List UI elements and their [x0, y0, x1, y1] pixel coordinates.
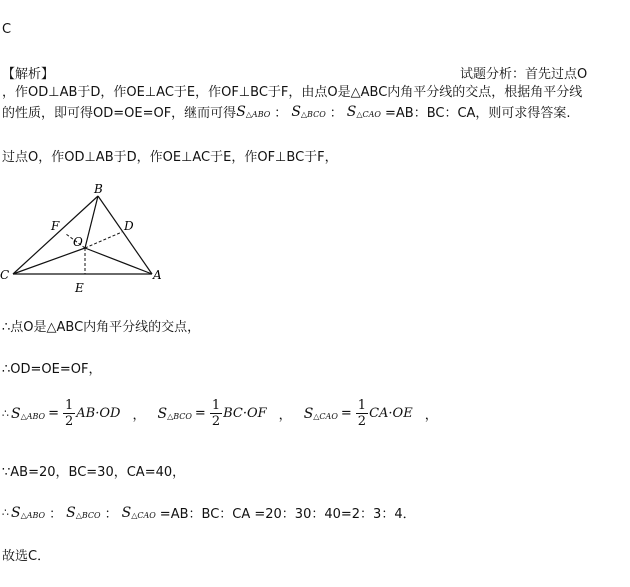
fraction-half [63, 398, 75, 429]
area-symbol: S [66, 504, 76, 521]
area-symbol: S [157, 405, 168, 422]
fraction-half [210, 398, 222, 429]
subscript-cao: △CAO [131, 511, 156, 520]
subscript-bco: △BCO [300, 110, 326, 119]
step-3-formulas [2, 398, 438, 429]
area-symbol: S [11, 504, 21, 521]
label-a: A [153, 268, 162, 282]
area-symbol: S [291, 103, 301, 120]
label-b: B [94, 182, 103, 196]
segment-ao [85, 248, 152, 274]
equals: = [48, 406, 60, 421]
formula-abo-terms: AB·OD [76, 406, 121, 421]
fraction-denominator: 2 [211, 414, 221, 429]
answer-text: C [2, 22, 12, 37]
equals: = [194, 406, 206, 421]
fraction-numerator: 1 [65, 398, 74, 413]
fraction-numerator: 1 [211, 398, 221, 413]
colon: ： [329, 106, 343, 121]
subscript-cao: △CAO [356, 110, 381, 119]
fraction-denominator: 2 [65, 414, 74, 429]
segment-od [85, 232, 122, 248]
label-f: F [51, 219, 60, 233]
ratio-result: =AB：BC：CA =20：30：40=2：3：4． [159, 507, 416, 522]
fraction-numerator: 1 [357, 398, 367, 413]
area-symbol: S [121, 504, 132, 521]
subscript-abo: △ABO [20, 511, 46, 520]
area-symbol: S [346, 103, 357, 120]
area-symbol: S [11, 405, 21, 422]
colon: ： [49, 507, 63, 522]
construction-text: 过点O，作OD⊥AB于D，作OE⊥AC于E，作OF⊥BC于F， [2, 150, 338, 165]
analysis-line-2 [2, 102, 571, 121]
subscript-abo: △ABO [20, 412, 46, 421]
subscript-abo: △ABO [245, 110, 271, 119]
label-e: E [75, 281, 84, 295]
fraction-half [356, 398, 368, 429]
equals: = [340, 406, 352, 421]
step-5-ratio [2, 503, 416, 522]
formula-bco-terms: BC·OF [223, 406, 267, 421]
comma: ， [424, 408, 438, 423]
side-ba [98, 196, 152, 274]
label-c: C [0, 268, 10, 282]
colon: ： [104, 507, 118, 522]
comma: ， [132, 408, 146, 423]
analysis-header: 【解析】 [2, 67, 55, 82]
subscript-bco: △BCO [75, 511, 101, 520]
area-symbol: S [236, 103, 246, 120]
formula-cao-terms: CA·OE [369, 406, 413, 421]
label-o: O [73, 235, 83, 249]
step-1: ∴点O是△ABC内角平分线的交点， [2, 320, 201, 335]
step-4: ∵AB=20，BC=30，CA=40， [2, 465, 186, 480]
segment-bo [85, 196, 98, 248]
area-symbol: S [303, 405, 314, 422]
analysis-line-1: ，作OD⊥AB于D，作OE⊥AC于E，作OF⊥BC于F，由点O是△ABC内角平分线的交点，根据角平分线 [2, 85, 583, 100]
analysis-intro: 试题分析：首先过点O [460, 67, 588, 82]
step-2: ∴OD=OE=OF， [2, 362, 102, 377]
subscript-cao: △CAO [313, 412, 338, 421]
subscript-bco: △BCO [167, 412, 192, 421]
label-d: D [124, 219, 134, 233]
therefore-symbol: ∴ [2, 506, 9, 519]
analysis-line-2-tail: =AB：BC：CA，则可求得答案. [384, 106, 571, 121]
segment-co [13, 248, 85, 274]
comma: ， [278, 408, 292, 423]
colon: ： [274, 106, 288, 121]
side-cb [13, 196, 98, 274]
therefore-symbol: ∴ [2, 407, 9, 420]
triangle-figure [0, 178, 175, 296]
fraction-denominator: 2 [357, 414, 367, 429]
conclusion-text: 故选C． [2, 549, 51, 564]
analysis-line-2-text: 的性质，即可得OD=OE=OF，继而可得 [2, 106, 237, 121]
